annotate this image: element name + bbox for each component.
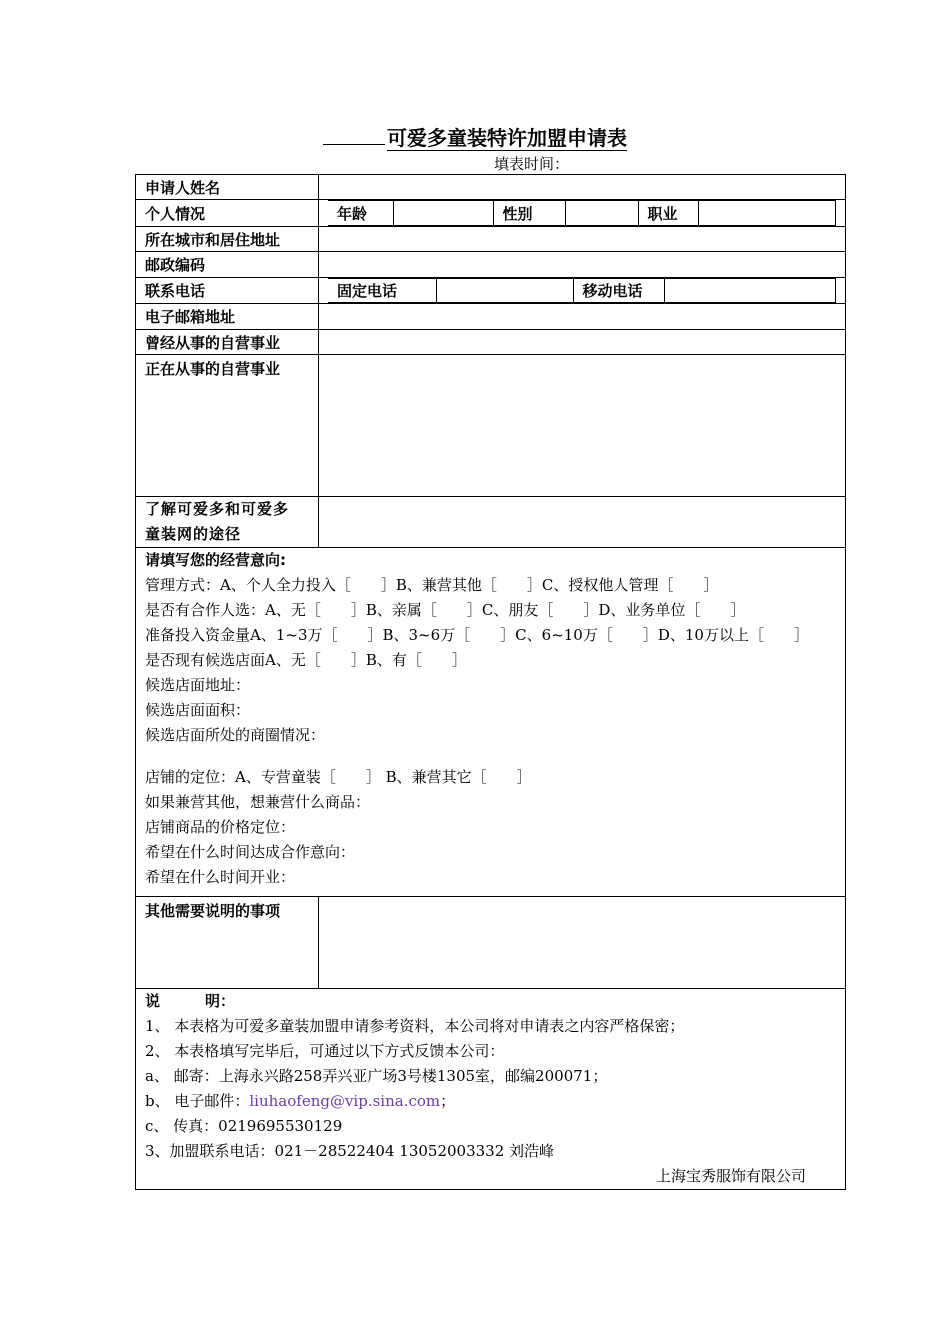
email-suffix: ； <box>440 1092 456 1110</box>
address-field[interactable] <box>319 227 846 252</box>
page-title <box>0 122 950 151</box>
personal-info-row <box>328 200 836 226</box>
notes-line: c、 传真：0219695530129 <box>145 1117 343 1135</box>
intent-heading: 请填写您的经营意向: <box>145 551 286 569</box>
intent-line: 管理方式：A、个人全力投入［ ］B、兼营其他［ ］C、授权他人管理［ ］ <box>145 576 719 594</box>
intent-line: 是否现有候选店面A、无［ ］B、有［ ］ <box>145 651 467 669</box>
label-other-notes: 其他需要说明的事项 <box>136 897 319 989</box>
gender-field[interactable] <box>565 201 638 226</box>
label-name: 申请人姓名 <box>136 175 319 200</box>
intent-line: 是否有合作人选：A、无［ ］B、亲属［ ］C、朋友［ ］D、业务单位［ ］ <box>145 601 746 619</box>
email-prefix: b、 电子邮件： <box>145 1092 250 1110</box>
notes-line: 3、加盟联系电话：021－28522404 13052003332 刘浩峰 <box>145 1142 555 1160</box>
label-gender: 性别 <box>493 201 565 226</box>
name-field[interactable] <box>319 175 846 200</box>
label-how-learned-line1: 了解可爱多和可爱多 <box>145 500 290 518</box>
notes-line-email <box>145 1089 836 1114</box>
label-how-learned <box>136 497 319 548</box>
label-landline: 固定电话 <box>328 279 436 303</box>
company-name: 上海宝秀服饰有限公司 <box>655 1167 806 1185</box>
intent-line: 如果兼营其他，想兼营什么商品： <box>145 793 371 811</box>
label-mobile: 移动电话 <box>573 279 664 303</box>
application-form <box>135 174 846 1190</box>
notes-line: 2、 本表格填写完毕后，可通过以下方式反馈本公司： <box>145 1042 505 1060</box>
intent-line: 候选店面所处的商圈情况： <box>145 726 326 744</box>
label-current-business: 正在从事的自营事业 <box>136 355 319 497</box>
notes-line: a、 邮寄：上海永兴路258弄兴亚广场3号楼1305室，邮编200071； <box>145 1067 608 1085</box>
label-how-learned-line2: 童装网的途径 <box>145 525 242 543</box>
label-postcode: 邮政编码 <box>136 252 319 278</box>
email-field[interactable] <box>319 304 846 330</box>
current-business-field[interactable] <box>319 355 846 497</box>
email-link[interactable]: liuhaofeng@vip.sina.com <box>249 1092 441 1110</box>
mobile-field[interactable] <box>664 279 836 303</box>
intent-line: 希望在什么时间开业： <box>145 868 296 886</box>
label-email: 电子邮箱地址 <box>136 304 319 330</box>
label-phone: 联系电话 <box>136 278 319 304</box>
title-underline-lead <box>323 126 385 145</box>
label-personal: 个人情况 <box>136 200 319 227</box>
instructions-section <box>136 989 846 1190</box>
intent-line: 候选店面地址： <box>145 676 251 694</box>
intent-line: 希望在什么时间达成合作意向： <box>145 843 356 861</box>
label-age: 年龄 <box>328 201 393 226</box>
occupation-field[interactable] <box>698 201 836 226</box>
intent-line: 店铺的定位：A、专营童装［ ］ B、兼营其它［ ］ <box>145 768 532 786</box>
intent-line: 候选店面面积： <box>145 701 251 719</box>
how-learned-field[interactable] <box>319 497 846 548</box>
notes-heading: 说 明： <box>145 992 236 1010</box>
label-address: 所在城市和居住地址 <box>136 227 319 252</box>
phone-row <box>328 278 836 303</box>
title-text: 可爱多童装特许加盟申请表 <box>387 126 627 150</box>
age-field[interactable] <box>393 201 493 226</box>
other-notes-field[interactable] <box>319 897 846 989</box>
label-occupation: 职业 <box>638 201 698 226</box>
business-intent-section <box>136 548 846 897</box>
intent-line: 店铺商品的价格定位： <box>145 818 296 836</box>
intent-line: 准备投入资金量A、1~3万［ ］B、3~6万［ ］C、6~10万［ ］D、10万以上［ ］ <box>145 626 809 644</box>
past-business-field[interactable] <box>319 330 846 355</box>
notes-line: 1、 本表格为可爱多童装加盟申请参考资料，本公司将对申请表之内容严格保密； <box>145 1017 685 1035</box>
fill-date-label: 填表时间： <box>494 155 570 173</box>
postcode-field[interactable] <box>319 252 846 278</box>
landline-field[interactable] <box>436 279 573 303</box>
label-past-business: 曾经从事的自营事业 <box>136 330 319 355</box>
